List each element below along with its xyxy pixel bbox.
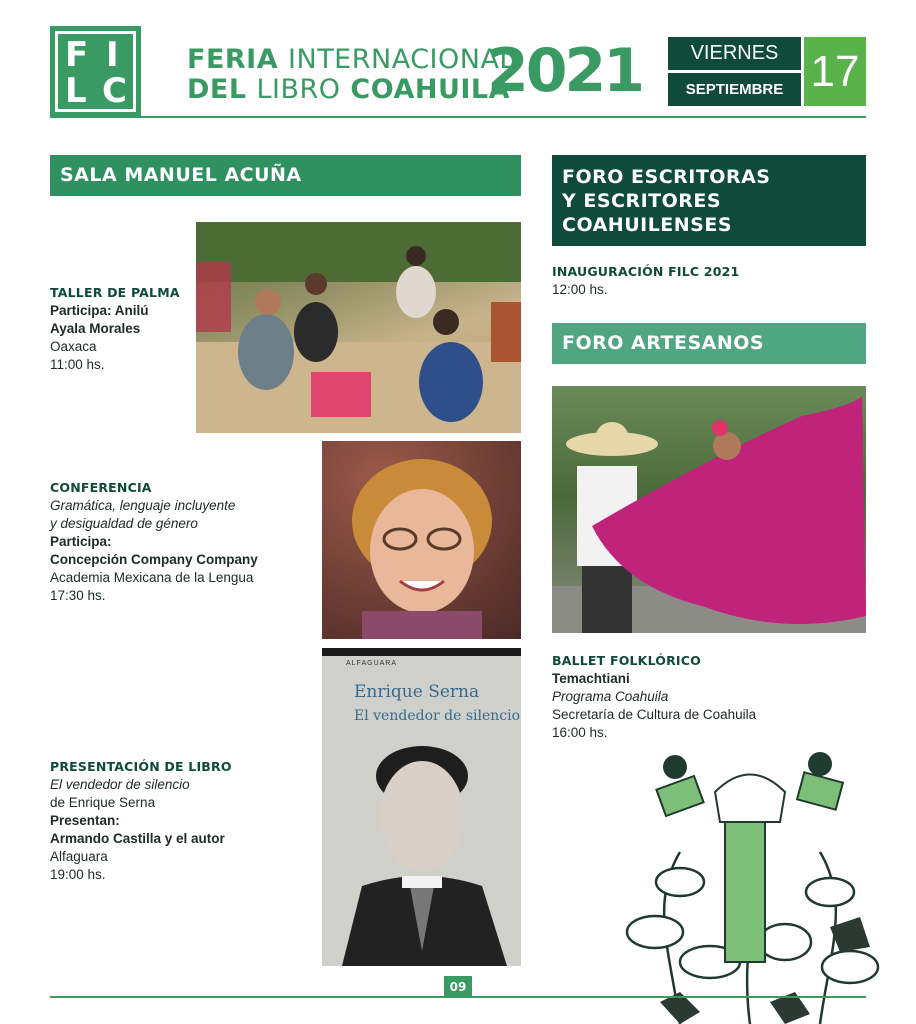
logo-letter-l: L: [65, 71, 87, 111]
event-title: TALLER DE PALMA: [50, 285, 180, 300]
header-feria: FERIA: [187, 44, 279, 75]
event-book-title: El vendedor de silencio: [50, 777, 190, 792]
portrait-illustration: [322, 441, 521, 639]
event-author: de Enrique Serna: [50, 795, 156, 810]
event-participa-label: Participa:: [50, 534, 112, 549]
event-presentacion-libro: [50, 758, 232, 884]
event-title: PRESENTACIÓN DE LIBRO: [50, 759, 232, 774]
event-group: Temachtiani: [552, 671, 630, 686]
filc-logo: [50, 26, 141, 117]
logo-letter-f: F: [65, 35, 89, 75]
palma-illustration: [196, 222, 521, 433]
event-place: Oaxaca: [50, 339, 97, 354]
event-subtitle: Gramática, lenguaje incluyente: [50, 498, 236, 513]
date-month: SEPTIEMBRE: [668, 73, 801, 106]
header-title-line2: [187, 75, 510, 105]
header-title-line1: [187, 45, 515, 75]
event-time: 16:00 hs.: [552, 725, 608, 740]
section-title-foro-escritores: [552, 155, 866, 246]
event-presentan-names: Armando Castilla y el autor: [50, 831, 225, 846]
event-ballet-folklorico: [552, 652, 756, 742]
foro-title-line3: COAHUILENSES: [562, 214, 733, 236]
photo-taller-palma: [196, 222, 521, 433]
event-inauguracion: [552, 263, 739, 299]
ballet-illustration: [552, 386, 866, 633]
date-day-number: 17: [804, 37, 866, 106]
event-participa: Participa: Anilú: [50, 303, 149, 318]
foro-title-line2: Y ESCRITORES: [562, 190, 722, 212]
section-title-foro-artesanos: FORO ARTESANOS: [552, 323, 866, 364]
event-title: CONFERENCIA: [50, 480, 152, 495]
header-divider: [50, 116, 866, 118]
event-subtitle-2: y desigualdad de género: [50, 516, 198, 531]
event-title: BALLET FOLKLÓRICO: [552, 653, 701, 668]
event-time: 19:00 hs.: [50, 867, 106, 882]
header-internacional: INTERNACIONAL: [288, 44, 515, 75]
photo-concepcion-company: [322, 441, 521, 639]
page-number: 09: [444, 976, 472, 998]
logo-letter-i: I: [106, 35, 119, 75]
event-participa-name: Ayala Morales: [50, 321, 141, 336]
header-del: DEL: [187, 74, 247, 105]
event-program: Programa Coahuila: [552, 689, 669, 704]
book-cover-portrait: [322, 736, 521, 966]
readers-plants-illustration: [620, 752, 886, 1024]
event-time: 12:00 hs.: [552, 282, 608, 297]
photo-ballet-folklorico: [552, 386, 866, 633]
event-organizer: Secretaría de Cultura de Coahuila: [552, 707, 757, 722]
header-year: 2021: [487, 36, 642, 106]
event-time: 11:00 hs.: [50, 357, 105, 372]
event-time: 17:30 hs.: [50, 588, 106, 603]
foro-title-line1: FORO ESCRITORAS: [562, 166, 771, 188]
book-cover-publisher: ALFAGUARA: [346, 660, 398, 667]
logo-letter-c: C: [102, 71, 127, 111]
book-cover-author: Enrique Serna: [354, 682, 480, 702]
event-publisher: Alfaguara: [50, 849, 108, 864]
event-conferencia: [50, 479, 258, 605]
event-taller-palma: [50, 284, 180, 374]
book-cover: [322, 648, 521, 966]
date-day-name: VIERNES: [668, 37, 801, 70]
event-title: INAUGURACIÓN FILC 2021: [552, 264, 740, 279]
header-libro: LIBRO: [256, 74, 341, 105]
section-title-sala: SALA MANUEL ACUÑA: [50, 155, 521, 196]
book-cover-title: El vendedor de silencio: [354, 708, 521, 724]
header-coahuila: COAHUILA: [350, 74, 511, 105]
event-institution: Academia Mexicana de la Lengua: [50, 570, 254, 585]
event-presentan-label: Presentan:: [50, 813, 120, 828]
event-participa-name: Concepción Company Company: [50, 552, 258, 567]
